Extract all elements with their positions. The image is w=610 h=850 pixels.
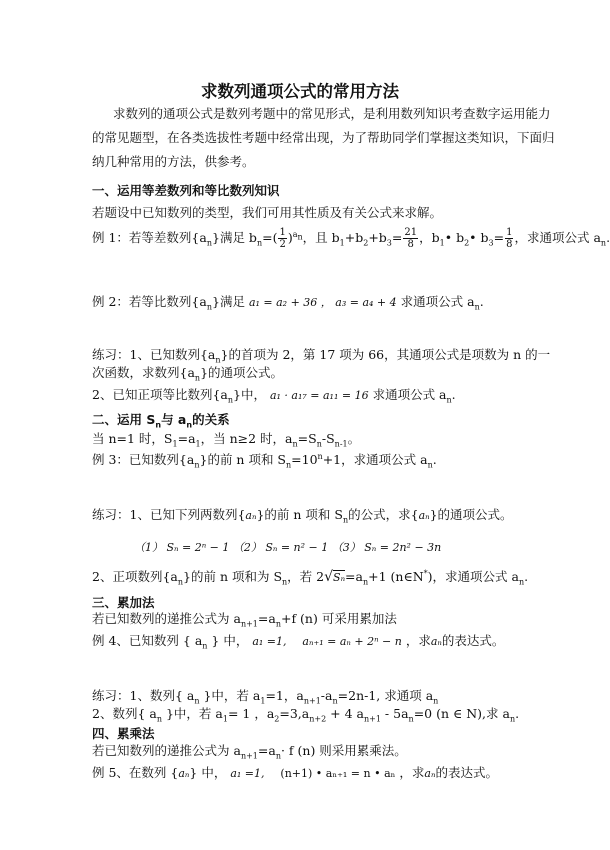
section-4-heading: 四、累乘法 xyxy=(92,726,155,741)
section-1-heading: 一、运用等差数列和等比数列知识 xyxy=(92,183,280,198)
practice-5: 练习：1、数列{ $a_n$ }中，若 $a_1=1$，$a_{n+1}-a_n=2n-1$, 求通项 $a_n$ xyxy=(92,688,439,706)
practice-4: 2、正项数列$\{a_n\}$的前 n 项和为 $S_n$，若 $2√S_n=a_n+1$ (n∈N*)，求通项公式 $a_n$. xyxy=(92,568,529,587)
practice-6: 2、数列{ $a_n$ }中，若 $a_1= 1$ ，$a_2=3,a_{n+2} + 4$ $a_{n+1} - 5a_n=0$ (n ∈ N),求 $a_n$. xyxy=(92,706,520,724)
example-5: 例 5、在数列 {aₙ} 中， a₁ =1, (n+1) • aₙ₊₁ = n • aₙ ，求aₙ的表达式。 xyxy=(92,765,498,780)
practice-3: 练习：1、已知下列两数列{aₙ}的前 n 项和 $S_n$的公式，求{aₙ}的通项公式。 xyxy=(92,507,513,525)
section-2-heading: 二、运用 $S_n$与 $a_n$的关系 xyxy=(92,412,230,430)
section-3-heading: 三、累加法 xyxy=(92,595,155,610)
example-1: 例 1：若等差数列$\{a_n\}$满足 $b_n=$( $\frac{1}{2}$ )$^{a_n}$，且 $b_1+b_2+b_3=$ $\frac{21}{8}$ ，$b_1•$ $b_2•$ $b_3=$ $\frac{1}{8}$ ，求通项公式 $a_n$. xyxy=(92,227,610,250)
example-4: 例 4、已知数列 { $a_n$ } 中， a₁ =1, aₙ₊₁ = aₙ + 2ⁿ − n ，求aₙ的表达式。 xyxy=(92,633,505,651)
intro-line-1: 求数列的通项公式是数列考题中的常见形式，是利用数列知识考查数字运用能力 xyxy=(113,106,551,121)
section-2-relation: 当 n=1 时，$S_1=a_1$，当 n≥2 时，$a_n=S_n-S_{n-1}$。 xyxy=(92,431,361,449)
practice-2: 2、已知正项等比数列$\{a_n\}$中， a₁ · a₁₇ = a₁₁ = 16 求通项公式 $a_n$. xyxy=(92,387,456,405)
example-2: 例 2：若等比数列$\{a_n\}$满足 a₁ = a₂ + 36 ， a₃ = a₄ + 4 求通项公式 $a_n$. xyxy=(92,294,484,312)
practice-3-formulas: （1） Sₙ = 2ⁿ − 1 （2） Sₙ = n² − 1 （3） Sₙ = 2n² − 3n xyxy=(134,541,442,554)
section-4-text: 若已知数列的递推公式为 $a_{n+1}=a_n\cdot f$ (n) 则采用累乘法。 xyxy=(92,743,407,761)
example-3: 例 3：已知数列$\{a_n\}$的前 n 项和 $S_n=10^n+1$，求通项公式 $a_n$. xyxy=(92,451,437,470)
section-1-text: 若题设中已知数列的类型，我们可用其性质及有关公式来求解。 xyxy=(92,205,443,220)
fraction-1-8: $\frac{1}{8}$ xyxy=(506,227,513,250)
intro-line-2: 的常见题型，在各类选拔性考题中经常出现，为了帮助同学们掌握这类知识，下面归 xyxy=(92,130,555,145)
section-3-text: 若已知数列的递推公式为 $a_{n+1}=a_n+f$ (n) 可采用累加法 xyxy=(92,611,397,629)
fraction-21-8: $\frac{21}{8}$ xyxy=(404,227,418,250)
practice-1-line-2: 次函数，求数列$\{a_n\}$的通项公式。 xyxy=(92,365,284,383)
practice-1-line-1: 练习：1、已知数列$\{a_n\}$的首项为 2，第 17 项为 66，其通项公式是项数为 n 的一 xyxy=(92,347,551,365)
sqrt-sn: Sₙ xyxy=(333,571,346,584)
intro-line-3: 纳几种常用的方法，供参考。 xyxy=(92,154,255,169)
fraction-half: $\frac{1}{2}$ xyxy=(279,227,286,250)
page-title: 求数列通项公式的常用方法 xyxy=(201,82,399,101)
